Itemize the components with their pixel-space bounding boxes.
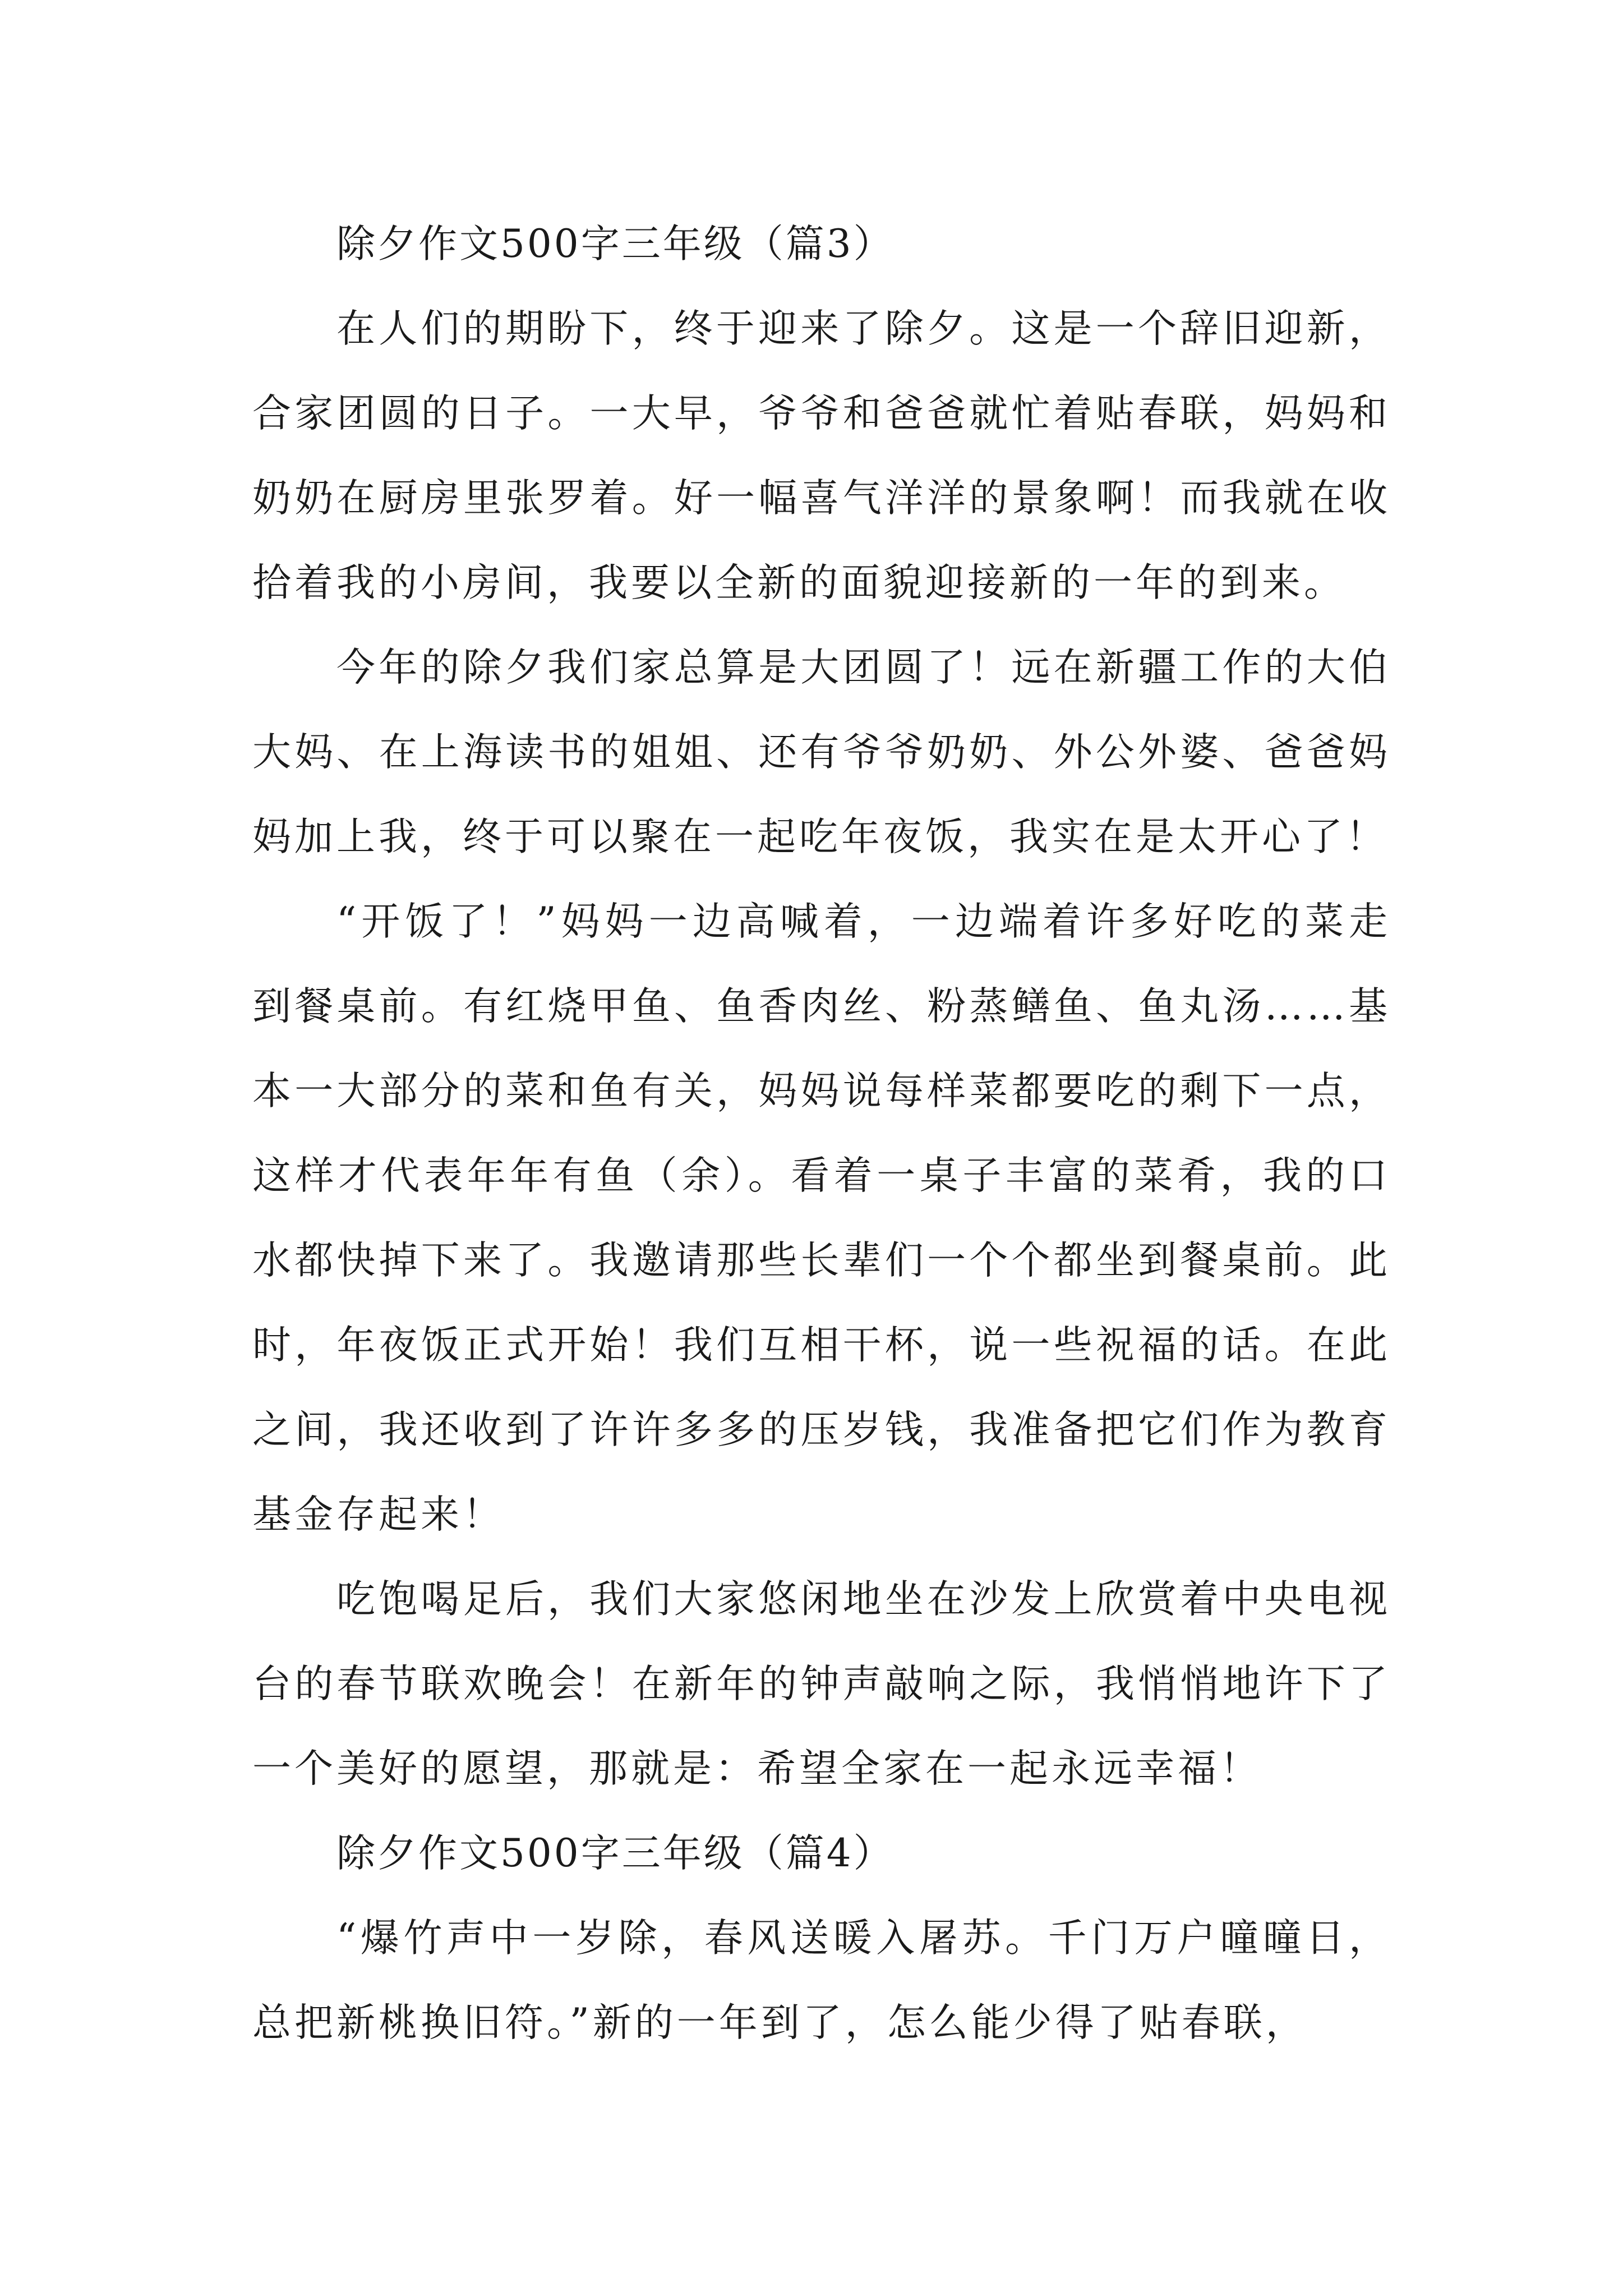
paragraph-2: 今年的除夕我们家总算是大团圆了！远在新疆工作的大伯大妈、在上海读书的姐姐、还有爷爷奶奶、外公外婆、爸爸妈妈加上我，终于可以聚在一起吃年夜饭，我实在是太开心了！ — [252, 645, 1391, 859]
paragraph-3: “开饭了！”妈妈一边高喊着，一边端着许多好吃的菜走到餐桌前。有红烧甲鱼、鱼香肉丝、粉蒸鳝鱼、鱼丸汤……基本一大部分的菜和鱼有关，妈妈说每样菜都要吃的剩下一点，这样才代表年年有鱼（余）。看着一桌子丰富的菜肴，我的口水都快掉下来了。我邀请那些长辈们一个个都坐到餐桌前。此时，年夜饭正式开始！我们互相干杯，说一些祝福的话。在此之间，我还收到了许许多多的压岁钱，我准备把它们作为教育基金存起来！ — [252, 899, 1391, 1537]
essay-heading-4: 除夕作文500字三年级（篇4） — [336, 1831, 895, 1876]
paragraph-1: 在人们的期盼下，终于迎来了除夕。这是一个辞旧迎新，合家团圆的日子。一大早，爷爷和爸爸就忙着贴春联，妈妈和奶奶在厨房里张罗着。好一幅喜气洋洋的景象啊！而我就在收拾着我的小房间，我要以全新的面貌迎接新的一年的到来。 — [252, 306, 1391, 605]
essay-heading-3: 除夕作文500字三年级（篇3） — [336, 222, 895, 266]
paragraph-4: 吃饱喝足后，我们大家悠闲地坐在沙发上欣赏着中央电视台的春节联欢晚会！在新年的钟声敲响之际，我悄悄地许下了一个美好的愿望，那就是：希望全家在一起永远幸福！ — [252, 1577, 1391, 1791]
paragraph-5: “爆竹声中一岁除，春风送暖入屠苏。千门万户曈曈日，总把新桃换旧符。”新的一年到了，怎么能少得了贴春联， — [252, 1916, 1391, 2045]
document-body — [252, 202, 1391, 2065]
